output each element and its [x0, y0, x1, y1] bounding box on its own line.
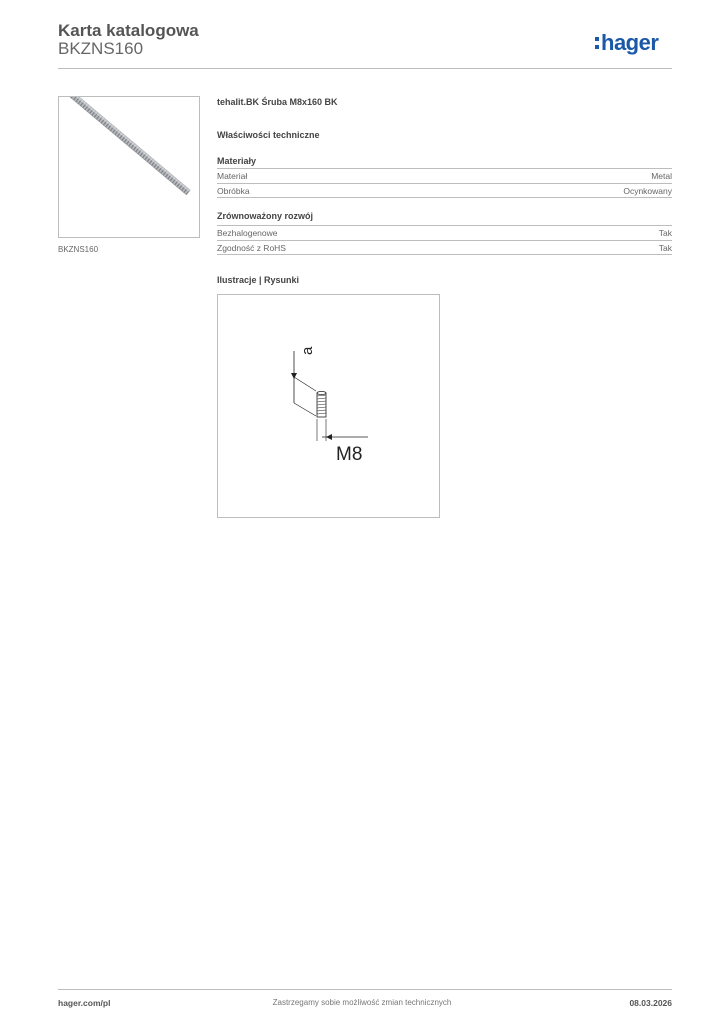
- spec-value: Tak: [658, 242, 672, 253]
- product-image: [58, 96, 200, 238]
- spec-label: Bezhalogenowe: [217, 228, 278, 238]
- dimension-drawing: [217, 294, 440, 518]
- footer-site-link[interactable]: hager.com/pl: [58, 998, 111, 1008]
- spec-label: Obróbka: [217, 185, 250, 196]
- spec-label: Zgodność z RoHS: [217, 242, 286, 253]
- footer-notice: Zastrzegamy sobie możliwość zmian technicznych: [272, 998, 452, 1007]
- dimension-drawing-svg: [218, 295, 439, 517]
- illustrations-heading: Ilustracje | Rysunki: [217, 275, 300, 285]
- spec-row-rohs: [217, 240, 672, 255]
- hager-logo: [595, 29, 673, 57]
- group-title-materials: Materiały: [217, 156, 257, 166]
- footer-date: 08.03.2026: [629, 998, 672, 1008]
- spec-row-halogen-free: [217, 225, 672, 240]
- svg-text:hager: hager: [601, 30, 659, 55]
- spec-value: Ocynkowany: [623, 185, 672, 196]
- header-divider: [58, 68, 672, 69]
- dim-label-a: a: [299, 346, 316, 355]
- spec-label: Materiał: [217, 171, 248, 181]
- spec-row-material: [217, 168, 672, 183]
- product-name: tehalit.BK Śruba M8x160 BK: [217, 97, 338, 107]
- product-image-caption: BKZNS160: [58, 245, 99, 254]
- product-code-title: BKZNS160: [58, 39, 144, 58]
- threaded-rod-icon: [59, 97, 199, 237]
- footer-divider: [58, 989, 672, 990]
- specs-heading: Właściwości techniczne: [217, 130, 320, 140]
- dim-label-m8: M8: [336, 444, 363, 465]
- spec-row-finish: [217, 183, 672, 198]
- spec-value: Metal: [651, 171, 672, 181]
- spec-value: Tak: [658, 228, 672, 238]
- page-title: Karta katalogowa: [58, 21, 199, 40]
- group-title-sustainability: Zrównoważony rozwój: [217, 211, 313, 221]
- rod-end-icon: [317, 392, 326, 418]
